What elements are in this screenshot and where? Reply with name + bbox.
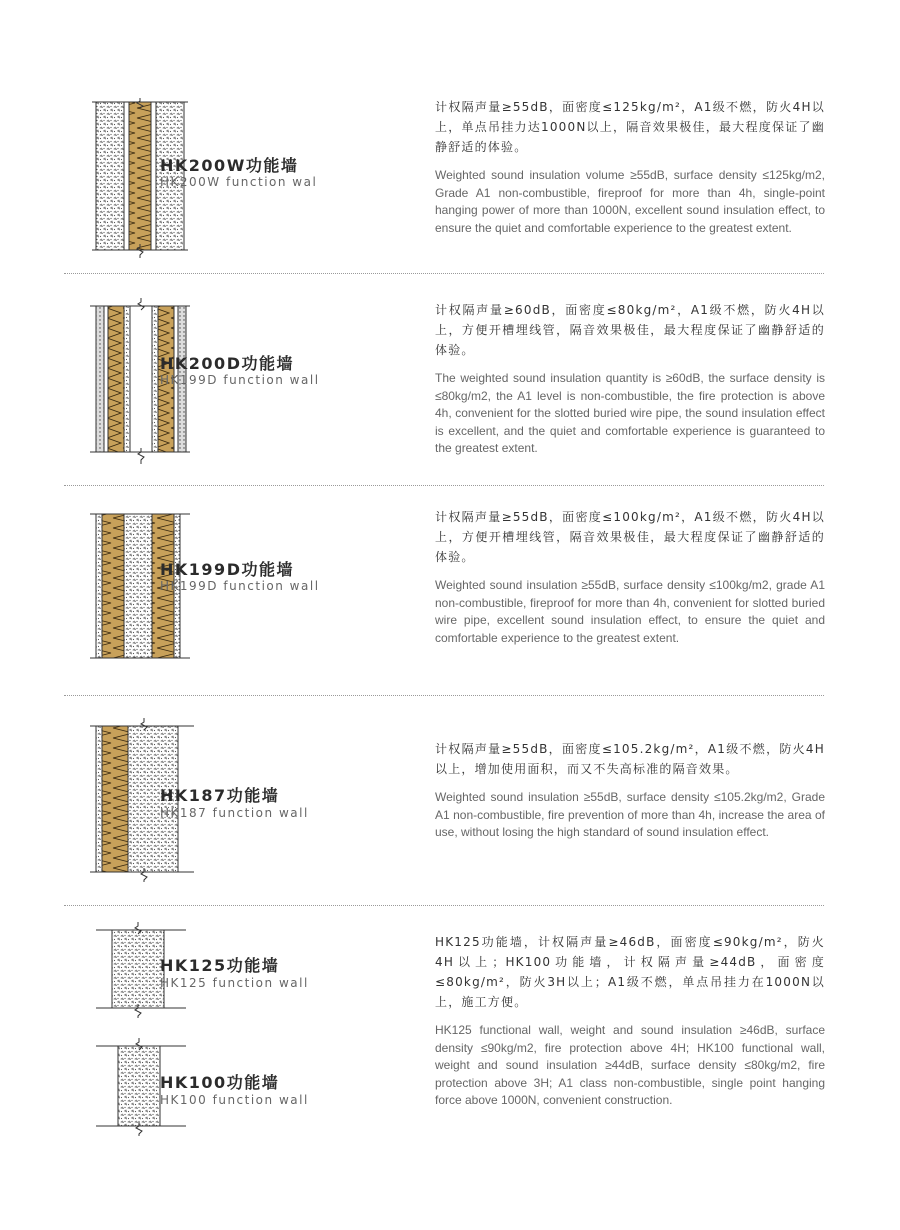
product-title: HK187功能墙	[160, 786, 280, 805]
product-subtitle: HK199D function wall	[160, 579, 320, 593]
product-description	[435, 507, 825, 647]
product-title: HK100功能墙	[160, 1073, 280, 1092]
product-description	[435, 932, 825, 1110]
description-english: HK125 functional wall, weight and sound insulation ≥46dB, surface density ≤90kg/m2, fire protection above 4H; HK100 functional wall, weight and sound insulation ≥44dB, surface density ≤80kg/m2, fire protection above 3H; A1 class non-combustible, single point hanging force above 1000N, convenient construction.	[435, 1023, 825, 1108]
description-chinese: 计权隔声量≥55dB，面密度≤105.2kg/m²，A1级不燃，防火4H以上，增加使用面积，而又不失高标准的隔音效果。	[435, 742, 825, 776]
description-english: Weighted sound insulation ≥55dB, surface density ≤100kg/m2, grade A1 non-combustible, fireproof for more than 4h, convenient for slotted buried wire pipe, excellent sound insulation effect, to ensure the quiet and comfortable experience to the greatest extent.	[435, 578, 825, 645]
product-description	[435, 300, 825, 458]
product-title: HK200D功能墙	[160, 354, 294, 373]
section-divider	[64, 485, 824, 486]
section-divider	[64, 273, 824, 274]
product-description	[435, 739, 825, 842]
product-description	[435, 97, 825, 237]
description-chinese: HK125功能墙，计权隔声量≥46dB，面密度≤90kg/m²，防火4H以上；HK100功能墙，计权隔声量≥44dB，面密度≤80kg/m²，防火3H以上；A1级不燃，单点吊挂力在1000N以上，施工方便。	[435, 935, 825, 1009]
description-english: Weighted sound insulation ≥55dB, surface density ≤105.2kg/m2, Grade A1 non-combustible, fire prevention of more than 4h, increase the area of use, without losing the high standard of sound insulation effect.	[435, 790, 825, 840]
product-subtitle: HK199D function wall	[160, 373, 320, 387]
product-subtitle: HK200W function wal	[160, 175, 318, 189]
section-divider	[64, 905, 824, 906]
product-subtitle: HK100 function wall	[160, 1093, 309, 1107]
product-title: HK125功能墙	[160, 956, 280, 975]
product-title: HK199D功能墙	[160, 560, 294, 579]
description-english: The weighted sound insulation quantity is ≥60dB, the surface density is ≤80kg/m2, the A1 level is non-combustible, the fire protection is above 4h, convenient for the slotted buried wire pipe, the sound insulation effect is excellent, and the quiet and comfortable experience is guaranteed to the greatest extent.	[435, 371, 825, 456]
description-english: Weighted sound insulation volume ≥55dB, surface density ≤125kg/m2, Grade A1 non-combustible, fireproof for more than 4h, single-point hanging power of more than 1000N, excellent sound insulation effect, to ensure the quiet and comfortable experience to the greatest extent.	[435, 168, 825, 235]
product-subtitle: HK125 function wall	[160, 976, 309, 990]
product-subtitle: HK187 function wall	[160, 806, 309, 820]
description-chinese: 计权隔声量≥60dB，面密度≤80kg/m²，A1级不燃，防火4H以上，方便开槽埋线管，隔音效果极佳，最大程度保证了幽静舒适的体验。	[435, 303, 825, 357]
section-divider	[64, 695, 824, 696]
description-chinese: 计权隔声量≥55dB，面密度≤100kg/m²，A1级不燃，防火4H以上，方便开槽埋线管，隔音效果极佳，最大程度保证了幽静舒适的体验。	[435, 510, 825, 564]
description-chinese: 计权隔声量≥55dB，面密度≤125kg/m²，A1级不燃，防火4H以上，单点吊挂力达1000N以上，隔音效果极佳，最大程度保证了幽静舒适的体验。	[435, 100, 825, 154]
product-title: HK200W功能墙	[160, 156, 299, 175]
